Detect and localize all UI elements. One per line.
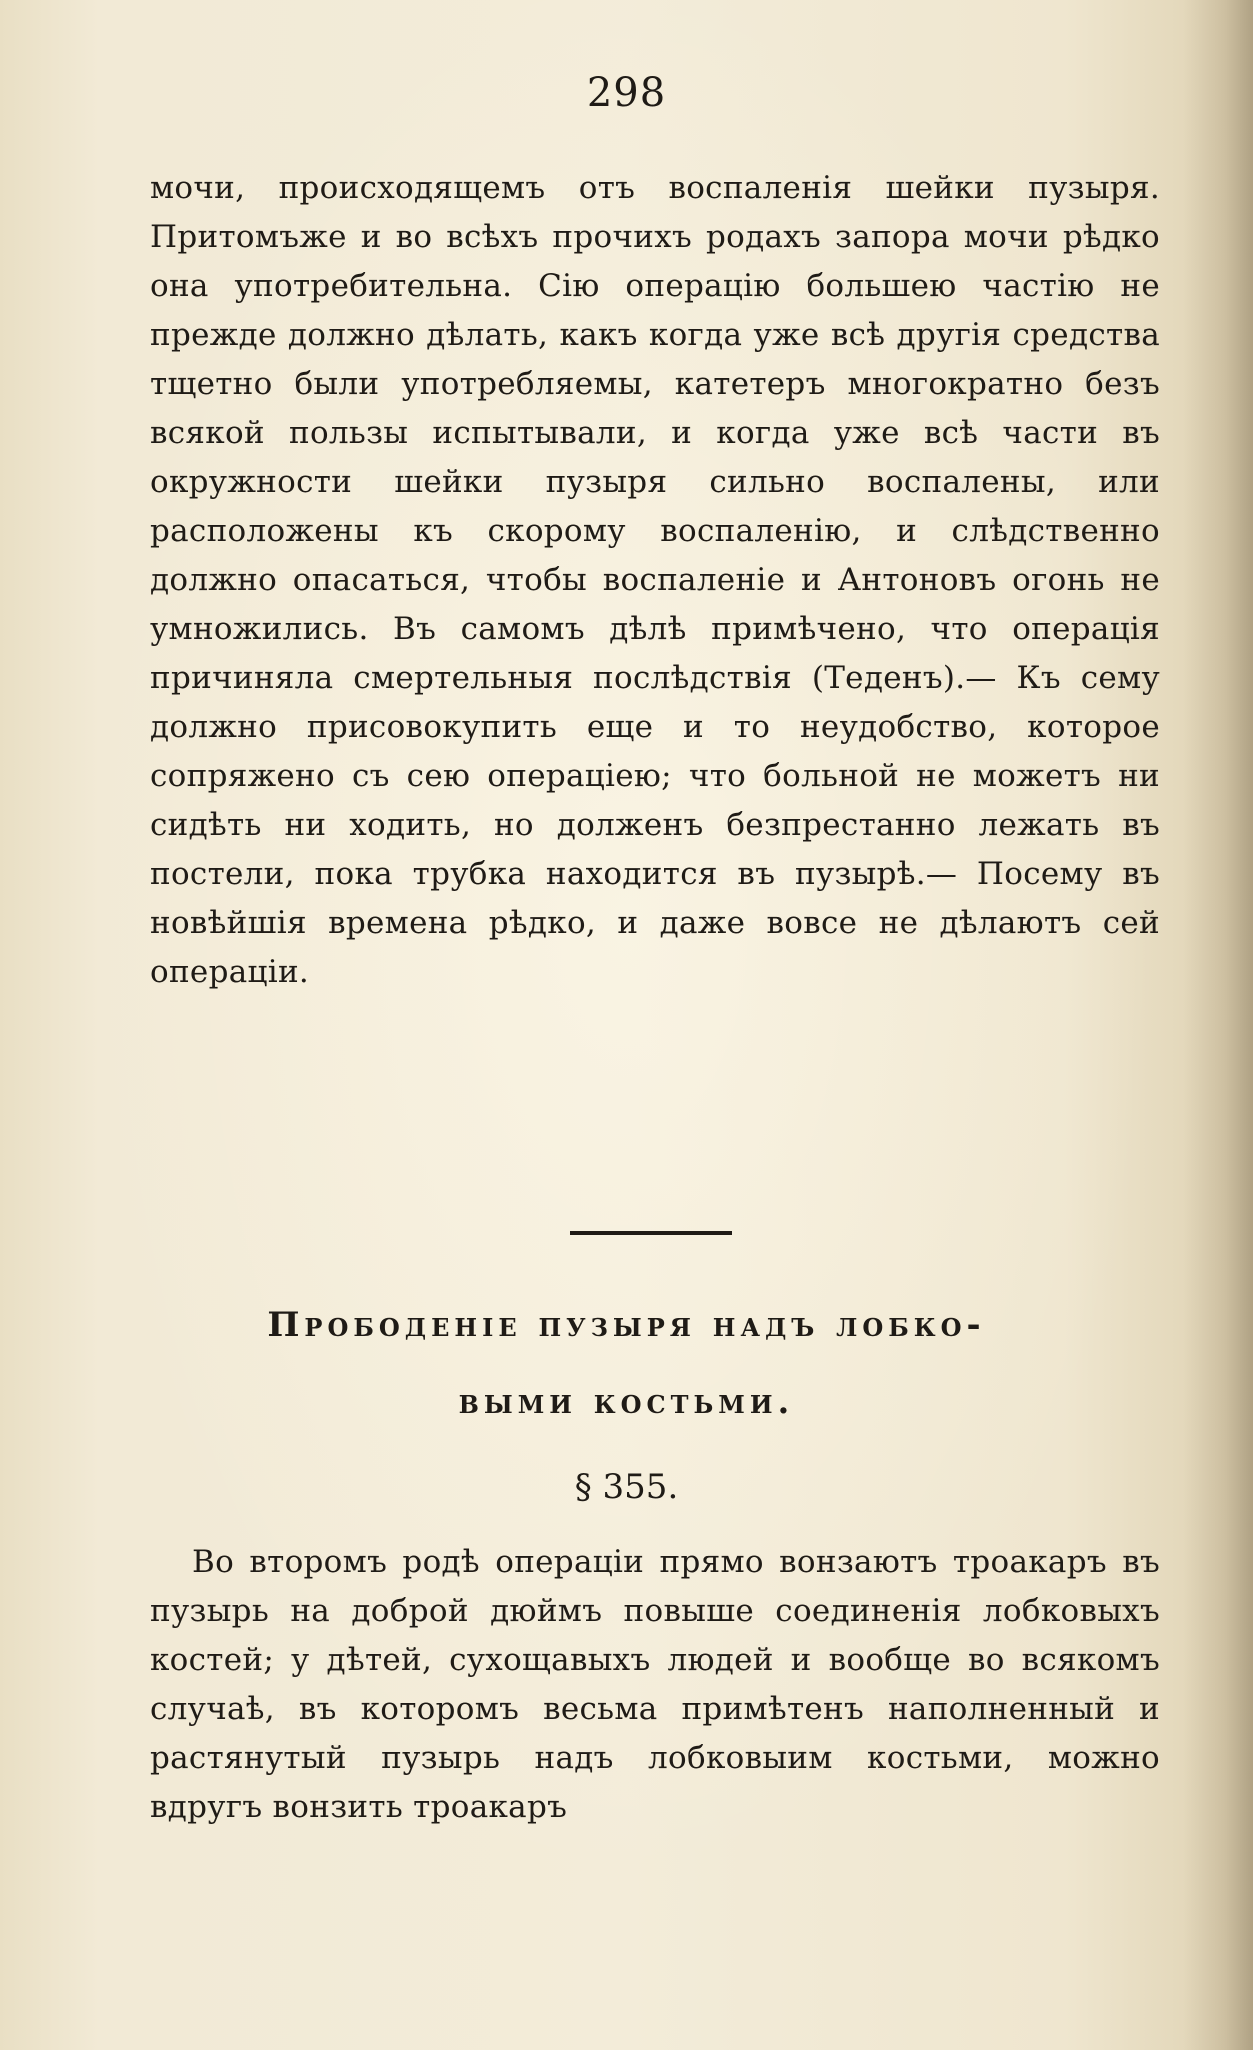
section-title-line-1: Прободеніе пузыря надъ лобко-	[267, 1305, 986, 1345]
book-gutter-shadow	[1183, 0, 1253, 2050]
section-divider	[570, 1231, 732, 1235]
page-number: 298	[586, 70, 667, 116]
section-number: § 355.	[574, 1467, 679, 1507]
top-paragraph-block	[150, 164, 1160, 997]
section-title-line-2: выми костьми.	[458, 1382, 795, 1422]
bottom-paragraph-block	[150, 1538, 1160, 1832]
top-paragraph: мочи, происходящемъ отъ воспаленія шейки пузыря. Притомъже и во всѣхъ прочихъ родахъ запора мочи рѣдко она употребительна. Сію операцію большею частію не прежде должно дѣлать, какъ когда уже всѣ другія средства тщетно были употребляемы, катетеръ многократно безъ всякой пользы испытывали, и когда уже всѣ части въ окружности шейки пузыря сильно воспалены, или расположены къ скорому воспаленію, и слѣдственно должно опасаться, чтобы воспаленіе и Антоновъ огонь не умножились. Въ самомъ дѣлѣ примѣчено, что операція причиняла смертельныя послѣдствія (Теденъ).— Къ сему должно присовокупить еще и то неудобство, которое сопряжено съ сею операціею; что больной не можетъ ни сидѣть ни ходить, но долженъ безпрестанно лежать въ постели, пока трубка находится въ пузырѣ.— Посему въ новѣйшія времена рѣдко, и даже вовсе не дѣлаютъ сей операціи.	[150, 170, 1160, 990]
bottom-paragraph: Во второмъ родѣ операціи прямо вонзаютъ троакаръ въ пузырь на доброй дюймъ повыше соединенія лобковыхъ костей; у дѣтей, сухощавыхъ людей и вообще во всякомъ случаѣ, въ которомъ весьма примѣтенъ наполненный и растянутый пузырь надъ лобковыим костьми, можно вдругъ вонзить троакаръ	[150, 1544, 1160, 1825]
